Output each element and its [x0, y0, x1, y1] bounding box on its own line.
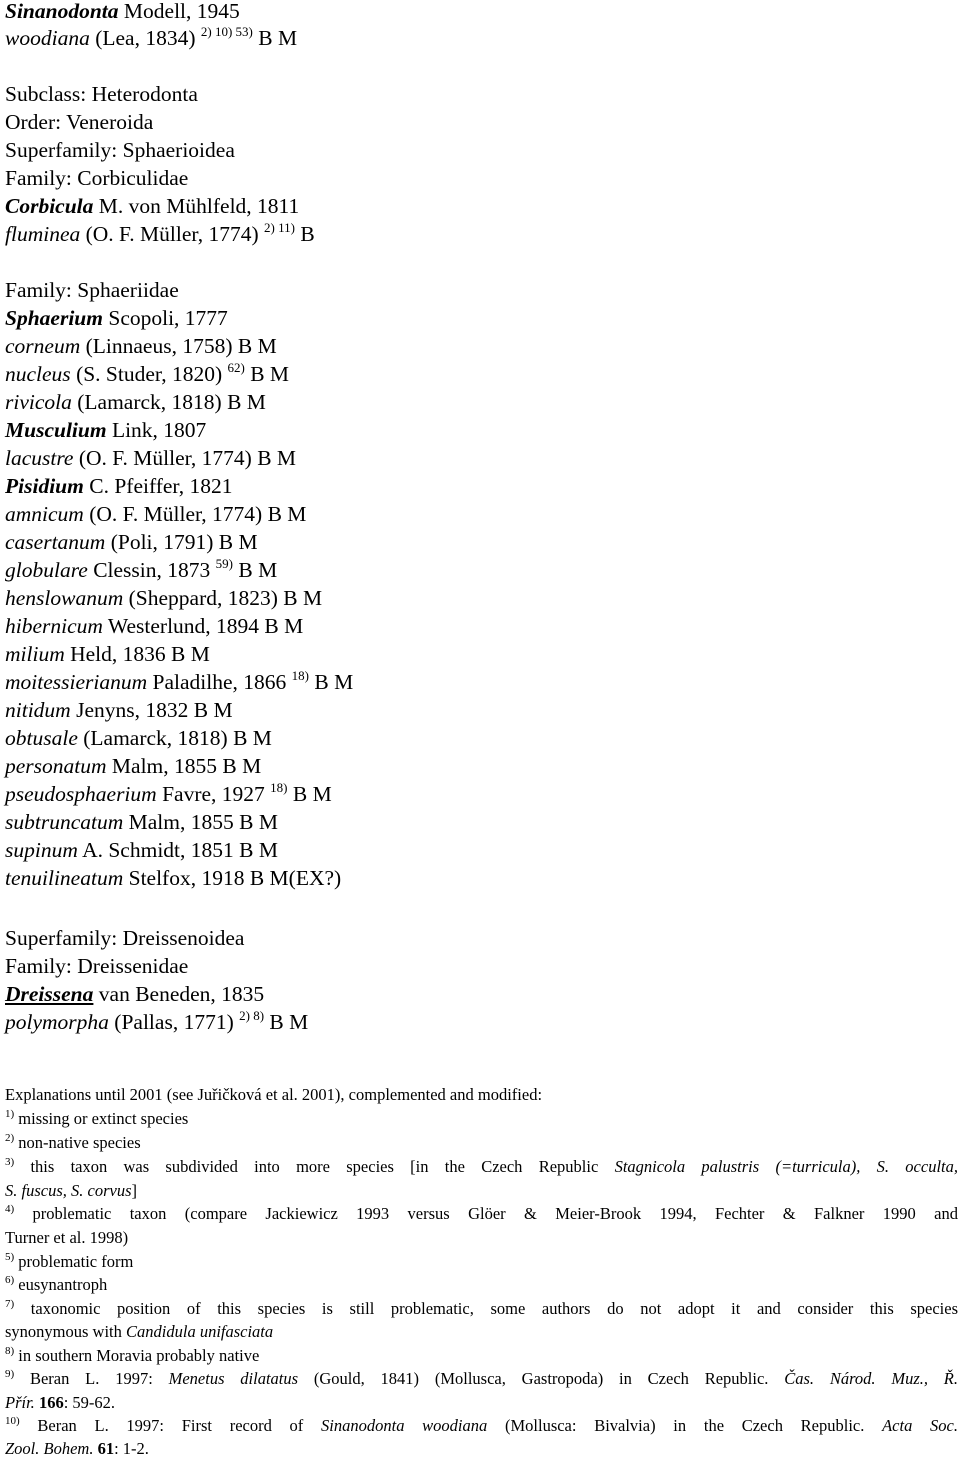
footnote-10: $^{10)}$ Beran L. 1997: First record of Sinanodonta woodiana (Mollusca: Bivalvia) in the Czech Republic. Acta Soc. [5, 1415, 958, 1435]
footnote-number: 9) [5, 1368, 15, 1380]
rank-heading-family-corbiculidae: Family: Corbiculidae [5, 166, 189, 190]
footnote-2: $^{2)}$ non-native species [5, 1132, 141, 1152]
species-moitessierianum: moitessierianum Paladilhe, 1866 $^{18)}$ B M [5, 668, 354, 694]
genus-corbicula: Corbicula M. von Mühlfeld, 1811 [5, 194, 300, 218]
species-nucleus: nucleus (S. Studer, 1820) $^{62)}$ B M [5, 360, 290, 386]
species-corneum: corneum (Linnaeus, 1758) B M [5, 334, 277, 358]
footnote-10-cont: Zool. Bohem. 61: 1-2. [5, 1439, 149, 1458]
species-woodiana: woodiana (Lea, 1834) $^{2) 10) 53)}$ B M [5, 24, 298, 50]
footnote-number: 2) [5, 1132, 15, 1144]
footnote-1: $^{1)}$ missing or extinct species [5, 1108, 189, 1128]
footnote-4: $^{4)}$ problematic taxon (compare Jackiewicz 1993 versus Glöer & Meier-Brook 1994, Fechter & Falkner 1990 and [5, 1203, 958, 1223]
species-lacustre: lacustre (O. F. Müller, 1774) B M [5, 446, 297, 470]
species-tenuilineatum: tenuilineatum Stelfox, 1918 B M(EX?) [5, 866, 342, 890]
rank-heading-superfamily-sphaerioidea: Superfamily: Sphaerioidea [5, 138, 235, 162]
footnote-6: $^{6)}$ eusynantroph [5, 1274, 108, 1294]
species-henslowanum: henslowanum (Sheppard, 1823) B M [5, 586, 323, 610]
footnote-8: $^{8)}$ in southern Moravia probably native [5, 1345, 260, 1365]
species-amnicum: amnicum (O. F. Müller, 1774) B M [5, 502, 307, 526]
footnote-7: $^{7)}$ taxonomic position of this species is still problematic, some authors do not adopt it and consider this species [5, 1298, 958, 1318]
footnote-3: $^{3)}$ this taxon was subdivided into more species [in the Czech Republic Stagnicola palustris (=turricula), S. occulta, [5, 1156, 958, 1176]
species-hibernicum: hibernicum Westerlund, 1894 B M [5, 614, 304, 638]
species-personatum: personatum Malm, 1855 B M [5, 754, 262, 778]
species-supinum: supinum A. Schmidt, 1851 B M [5, 838, 278, 862]
species-fluminea: fluminea (O. F. Müller, 1774) $^{2) 11)}$ B [5, 220, 315, 246]
species-pseudosphaerium: pseudosphaerium Favre, 1927 $^{18)}$ B M [5, 780, 332, 806]
species-polymorpha: polymorpha (Pallas, 1771) $^{2) 8)}$ B M [5, 1008, 309, 1034]
species-rivicola: rivicola (Lamarck, 1818) B M [5, 390, 266, 414]
footnote-4-cont: Turner et al. 1998) [5, 1228, 129, 1247]
explanations-heading: Explanations until 2001 (see Juřičková et al. 2001), complemented and modified: [5, 1085, 543, 1104]
species-subtruncatum: subtruncatum Malm, 1855 B M [5, 810, 278, 834]
species-globulare: globulare Clessin, 1873 $^{59)}$ B M [5, 556, 278, 582]
rank-heading-order-veneroida: Order: Veneroida [5, 110, 154, 134]
rank-heading-family-sphaeriidae: Family: Sphaeriidae [5, 278, 179, 302]
genus-dreissena: Dreissena van Beneden, 1835 [5, 982, 265, 1006]
genus-musculium: Musculium Link, 1807 [5, 418, 207, 442]
footnote-number: 10) [5, 1415, 20, 1427]
species-casertanum: casertanum (Poli, 1791) B M [5, 530, 258, 554]
species-obtusale: obtusale (Lamarck, 1818) B M [5, 726, 272, 750]
species-nitidum: nitidum Jenyns, 1832 B M [5, 698, 233, 722]
genus-sinanodonta: Sinanodonta Modell, 1945 [5, 0, 240, 23]
rank-heading-subclass-heterodonta: Subclass: Heterodonta [5, 82, 198, 106]
rank-heading-superfamily-dreissenoidea: Superfamily: Dreissenoidea [5, 926, 245, 950]
genus-sphaerium: Sphaerium Scopoli, 1777 [5, 306, 228, 330]
footnote-number: 5) [5, 1251, 15, 1263]
footnote-number: 1) [5, 1108, 15, 1120]
species-milium: milium Held, 1836 B M [5, 642, 210, 666]
footnote-number: 7) [5, 1298, 15, 1310]
footnote-number: 8) [5, 1345, 15, 1357]
footnote-number: 4) [5, 1203, 15, 1215]
footnote-number: 6) [5, 1274, 15, 1286]
footnote-9-cont: Přír. 166: 59-62. [5, 1393, 116, 1412]
footnote-7-cont: synonymous with Candidula unifasciata [5, 1322, 274, 1341]
footnote-number: 3) [5, 1156, 15, 1168]
footnote-5: $^{5)}$ problematic form [5, 1251, 134, 1271]
genus-pisidium: Pisidium C. Pfeiffer, 1821 [5, 474, 233, 498]
footnote-3-cont: S. fuscus, S. corvus] [5, 1181, 137, 1200]
rank-heading-family-dreissenidae: Family: Dreissenidae [5, 954, 189, 978]
footnote-9: $^{9)}$ Beran L. 1997: Menetus dilatatus (Gould, 1841) (Mollusca, Gastropoda) in Czech Republic. Čas. Národ. Muz., Ř. [5, 1368, 958, 1388]
